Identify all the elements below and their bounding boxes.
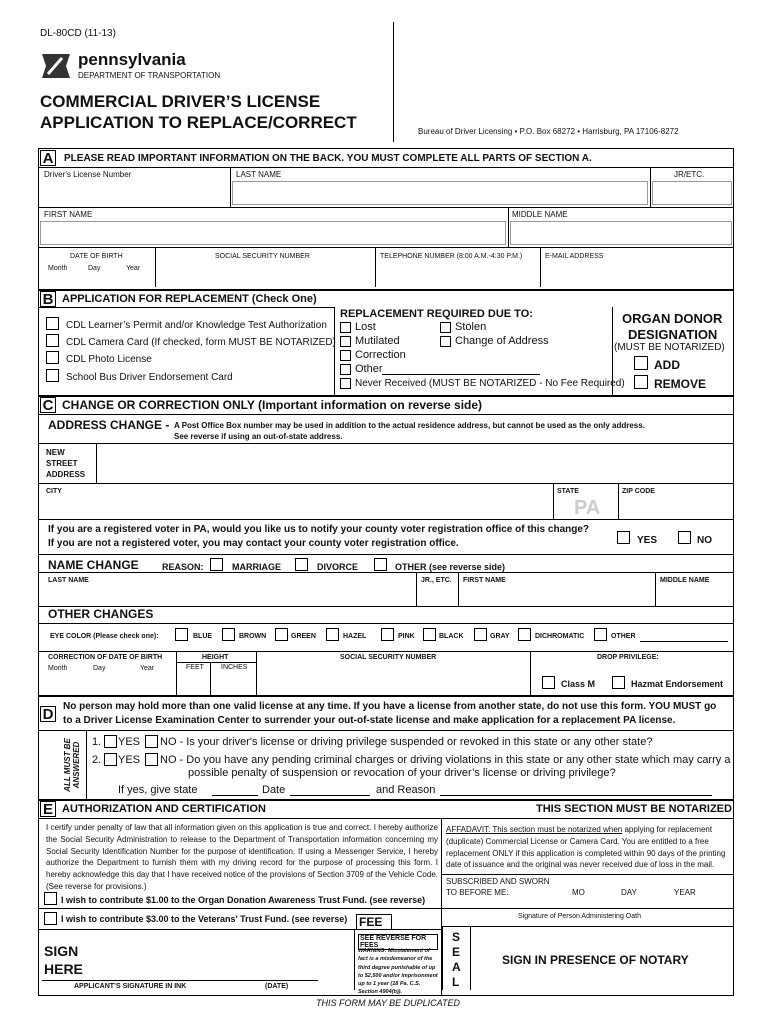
organ-remove-checkbox[interactable]	[634, 375, 648, 389]
nc-middle-name-label: MIDDLE NAME	[660, 577, 710, 584]
form-title-line2: APPLICATION TO REPLACE/CORRECT	[40, 113, 357, 132]
new-street-field[interactable]	[98, 445, 732, 481]
nc-last-name-label: LAST NAME	[48, 577, 89, 584]
seal-e: E	[452, 945, 461, 959]
if-yes-reason-label: and Reason	[376, 784, 436, 796]
fee-box: FEE	[356, 914, 392, 930]
class-m-checkbox[interactable]	[542, 676, 555, 689]
middle-name-field[interactable]	[510, 221, 732, 245]
hazmat-label: Hazmat Endorsement	[631, 679, 724, 689]
divorce-label: DIVORCE	[317, 562, 359, 572]
q2-yes-checkbox[interactable]	[104, 753, 117, 766]
dl-number-label: Driver's License Number	[44, 170, 132, 179]
zip-field[interactable]	[620, 497, 732, 517]
dept-name: DEPARTMENT OF TRANSPORTATION	[78, 71, 221, 80]
last-name-label: LAST NAME	[236, 170, 282, 179]
seal-l: L	[452, 975, 460, 989]
all-must-be-answered	[56, 734, 88, 796]
corr-ssn-label: SOCIAL SECURITY NUMBER	[340, 654, 437, 661]
other-label: Other	[355, 363, 383, 375]
eye-green-label: GREEN	[291, 633, 316, 640]
school-bus-label: School Bus Driver Endorsement Card	[66, 372, 233, 383]
other-reason-checkbox[interactable]	[374, 558, 387, 571]
all-must-be-answered-text: ALL MUST BE ANSWERED	[63, 738, 81, 792]
corr-dob-label: CORRECTION OF DATE OF BIRTH	[48, 654, 163, 661]
other-reason-label: OTHER (see reverse side)	[395, 562, 506, 572]
sign-presence-notary: SIGN IN PRESENCE OF NOTARY	[502, 953, 689, 967]
nc-jr-label: JR., ETC.	[421, 577, 452, 584]
dob-month-label: Month	[48, 265, 68, 272]
organ-add-label: ADD	[654, 358, 680, 372]
change-address-label: Change of Address	[455, 335, 549, 347]
height-label: HEIGHT	[202, 654, 229, 661]
q1-yes-label: YES	[118, 736, 141, 748]
sign-here-line1: SIGN	[44, 943, 79, 959]
q2-no-checkbox[interactable]	[145, 753, 158, 766]
change-address-checkbox[interactable]	[440, 336, 451, 347]
sign-here-line2: HERE	[44, 961, 83, 977]
mutilated-checkbox[interactable]	[340, 336, 351, 347]
voter-line2: If you are not a registered voter, you may contact your county voter registration office.	[48, 538, 459, 549]
nc-first-name-field[interactable]	[460, 587, 653, 605]
never-received-label: Never Received (MUST BE NOTARIZED - No Fee Required)	[355, 378, 625, 389]
organ-fund-label: I wish to contribute $1.00 to the Organ Donation Awareness Trust Fund. (see reverse)	[61, 895, 426, 905]
voter-no-checkbox[interactable]	[678, 531, 691, 544]
voter-yes-checkbox[interactable]	[617, 531, 630, 544]
phone-field[interactable]	[377, 262, 538, 286]
photo-license-checkbox[interactable]	[46, 351, 59, 364]
bureau-address: Bureau of Driver Licensing • P.O. Box 68272 • Harrisburg, PA 17106-8272	[418, 127, 679, 136]
camera-card-checkbox[interactable]	[46, 334, 59, 347]
eye-pink-label: PINK	[398, 633, 415, 640]
jr-field[interactable]	[652, 181, 732, 205]
seal-s: S	[452, 930, 461, 944]
permit-checkbox[interactable]	[46, 317, 59, 330]
nc-last-name-field[interactable]	[40, 587, 414, 605]
state-label: STATE	[557, 488, 579, 495]
certification-text: I certify under penalty of law that all information given on this application is true and correct. I hereby authorize the Social Security Administration to release to the Department of Transportation information concerning my Social Security Identification Number for the purpose of identification. If using a Messenger Service, I hereby authorize the Department to furnish them with my driving record for the purpose of processing this form. I hereby acknowledge this day that I have received notice of the provisions of Section 3709 of the Vehicle Code. (See reverse for provisions.)	[46, 823, 438, 891]
eye-dichromatic-checkbox[interactable]	[518, 628, 531, 641]
veterans-fund-checkbox[interactable]	[44, 912, 57, 925]
org-name: pennsylvania	[78, 50, 186, 69]
reason-label: REASON:	[162, 562, 204, 572]
if-yes-date-label: Date	[262, 784, 286, 796]
affadavit-body: applying for replacement (duplicate) Commercial License or Camera Card. You are entitled to a free replacement ONLY if this application is completed within 90 days of the printing date of issuance and the original was never received due of loss in the mail.	[446, 825, 726, 870]
eye-blue-checkbox[interactable]	[175, 628, 188, 641]
sworn-line2: TO BEFORE ME:	[446, 888, 509, 897]
nc-first-name-label: FIRST NAME	[463, 577, 506, 584]
address-note2: See reverse if using an out-of-state address.	[174, 432, 343, 441]
penndot-keystone-logo	[40, 52, 72, 80]
lost-label: Lost	[355, 321, 376, 333]
corr-month-label: Month	[48, 665, 68, 672]
state-value: PA	[574, 497, 601, 519]
due-heading: REPLACEMENT REQUIRED DUE TO:	[340, 308, 533, 320]
address-note1: A Post Office Box number may be used in addition to the actual residence address, but cannot be used as the only address.	[174, 421, 645, 430]
lost-checkbox[interactable]	[340, 322, 351, 333]
class-m-label: Class M	[561, 679, 596, 689]
dob-day-label: Day	[88, 265, 101, 272]
section-c-letter: C	[40, 397, 56, 413]
section-b-letter: B	[40, 291, 56, 307]
last-name-field[interactable]	[232, 181, 648, 205]
organ-donor-line1: ORGAN DONOR	[622, 311, 723, 326]
correction-checkbox[interactable]	[340, 350, 351, 361]
never-received-checkbox[interactable]	[340, 378, 351, 389]
eye-brown-label: BROWN	[239, 633, 267, 640]
affadavit-text	[446, 824, 730, 871]
voter-yes-label: YES	[637, 535, 658, 546]
eye-other-label: OTHER	[611, 633, 636, 640]
eye-black-checkbox[interactable]	[423, 628, 436, 641]
organ-fund-checkbox[interactable]	[44, 892, 57, 905]
eye-hazel-label: HAZEL	[343, 633, 367, 640]
eye-color-label: EYE COLOR (Please check one):	[50, 633, 159, 640]
dl-number-field[interactable]	[40, 181, 228, 205]
voter-no-label: NO	[697, 535, 712, 546]
divorce-checkbox[interactable]	[295, 558, 308, 571]
applicant-signature-field[interactable]	[90, 940, 350, 978]
form-number: DL-80CD (11-13)	[40, 28, 116, 39]
stolen-label: Stolen	[455, 321, 487, 333]
mutilated-label: Mutilated	[355, 335, 400, 347]
new-street-line3: ADDRESS	[46, 470, 86, 479]
corr-year-label: Year	[140, 665, 155, 672]
q2-text: NO - Do you have any pending criminal charges or driving violations in this state or any other state which may carry a	[160, 754, 731, 766]
other-changes-heading: OTHER CHANGES	[48, 607, 154, 621]
feet-label: FEET	[186, 664, 204, 671]
ssn-field[interactable]	[157, 262, 373, 286]
q2-yes-label: YES	[118, 754, 141, 766]
affadavit-label: AFFADAVIT: This section must be notarized when	[446, 825, 623, 834]
corr-day-label: Day	[93, 665, 106, 672]
hazmat-checkbox[interactable]	[612, 676, 625, 689]
name-change-heading: NAME CHANGE	[48, 558, 139, 572]
organ-donor-notarized: (MUST BE NOTARIZED)	[614, 342, 725, 353]
section-d-letter: D	[40, 706, 56, 722]
marriage-checkbox[interactable]	[210, 558, 223, 571]
eye-pink-checkbox[interactable]	[381, 628, 394, 641]
veterans-fund-label: I wish to contribute $3.00 to the Veterans' Trust Fund. (see reverse)	[61, 914, 348, 924]
camera-card-label: CDL Camera Card (If checked, form MUST BE NOTARIZED)	[66, 337, 336, 348]
stolen-checkbox[interactable]	[440, 322, 451, 333]
eye-gray-label: GRAY	[490, 633, 510, 640]
marriage-label: MARRIAGE	[232, 562, 281, 572]
form-title-line1: COMMERCIAL DRIVER’S LICENSE	[40, 92, 321, 111]
eye-gray-checkbox[interactable]	[474, 628, 487, 641]
first-name-field[interactable]	[40, 221, 506, 245]
new-street-line2: STREET	[46, 459, 78, 468]
eye-dichromatic-label: DICHROMATIC	[535, 633, 585, 640]
applicant-date-label: (DATE)	[265, 983, 289, 990]
address-change-heading: ADDRESS CHANGE -	[48, 418, 170, 432]
see-reverse-fees: SEE REVERSE FOR FEES	[358, 934, 438, 950]
dob-year-label: Year	[126, 265, 141, 272]
if-yes-state-label: If yes, give state	[118, 784, 198, 796]
eye-brown-checkbox[interactable]	[222, 628, 235, 641]
sig-admin-label: Signature of Person Administering Oath	[518, 913, 641, 920]
eye-other-checkbox[interactable]	[594, 628, 607, 641]
sworn-mo-label: MO	[572, 888, 585, 897]
eye-hazel-checkbox[interactable]	[326, 628, 339, 641]
organ-remove-label: REMOVE	[654, 377, 707, 391]
section-b-heading: APPLICATION FOR REPLACEMENT (Check One)	[62, 293, 317, 305]
city-field[interactable]	[40, 497, 551, 517]
other-checkbox[interactable]	[340, 364, 351, 375]
warning-text: WARNING: Misstatement of fact is a misdemeanor of the third degree punishable of up to $2,500 and/or imprisonment up to 1 year (18 Pa. C.S. Section 4904(b)).	[358, 948, 438, 996]
organ-donor-line2: DESIGNATION	[628, 327, 718, 342]
section-c-heading: CHANGE OR CORRECTION ONLY (Important information on reverse side)	[62, 398, 483, 412]
section-a-heading: PLEASE READ IMPORTANT INFORMATION ON THE BACK. YOU MUST COMPLETE ALL PARTS OF SECTION A.	[64, 153, 592, 164]
section-e-heading: AUTHORIZATION AND CERTIFICATION	[62, 803, 266, 815]
phone-label: TELEPHONE NUMBER (8:00 A.M.-4:30 P.M.)	[380, 253, 523, 260]
eye-green-checkbox[interactable]	[275, 628, 288, 641]
notarized-heading: THIS SECTION MUST BE NOTARIZED	[536, 803, 732, 815]
photo-license-label: CDL Photo License	[66, 354, 152, 365]
zip-label: ZIP CODE	[622, 488, 655, 495]
middle-name-label: MIDDLE NAME	[512, 210, 568, 219]
applicant-sig-label: APPLICANT’S SIGNATURE IN INK	[74, 983, 187, 990]
section-d-text2: to a Driver License Examination Center to surrender your out-of-state license and make application for a replacement PA license.	[63, 715, 676, 726]
drop-privilege-label: DROP PRIVILEGE:	[597, 654, 659, 661]
new-street-line1: NEW	[46, 448, 65, 457]
section-a-letter: A	[40, 150, 56, 166]
sworn-day-label: DAY	[621, 888, 637, 897]
eye-blue-label: BLUE	[193, 633, 213, 640]
jr-label: JR/ETC.	[674, 170, 705, 179]
q1-text: NO - Is your driver's license or driving privilege suspended or revoked in this state or any other state?	[160, 736, 653, 748]
ssn-label: SOCIAL SECURITY NUMBER	[215, 253, 310, 260]
dob-field[interactable]	[40, 275, 153, 287]
eye-black-label: BLACK	[439, 633, 464, 640]
sworn-year-label: YEAR	[674, 888, 696, 897]
inches-label: INCHES	[221, 664, 248, 671]
email-field[interactable]	[542, 262, 732, 286]
voter-line1: If you are a registered voter in PA, would you like us to notify your county voter registration office of this change?	[48, 524, 590, 535]
permit-label: CDL Learner’s Permit and/or Knowledge Test Authorization	[66, 320, 327, 331]
q1-number: 1.	[92, 736, 102, 748]
section-e-letter: E	[40, 801, 56, 817]
q2-number: 2.	[92, 754, 102, 766]
q1-yes-checkbox[interactable]	[104, 735, 117, 748]
corr-ssn-field[interactable]	[258, 664, 528, 694]
form-duplicated-note: THIS FORM MAY BE DUPLICATED	[316, 998, 461, 1008]
correction-label: Correction	[355, 349, 406, 361]
city-label: CITY	[46, 488, 62, 495]
email-label: E-MAIL ADDRESS	[545, 253, 604, 260]
section-d-text1: No person may hold more than one valid license at any time. If you have a license from another state, do not use this form. YOU MUST go	[63, 701, 717, 712]
sworn-line1: SUBSCRIBED AND SWORN	[446, 877, 550, 886]
seal-a: A	[452, 960, 461, 974]
organ-add-checkbox[interactable]	[634, 356, 648, 370]
q1-no-checkbox[interactable]	[145, 735, 158, 748]
dob-label: DATE OF BIRTH	[70, 253, 123, 260]
school-bus-checkbox[interactable]	[46, 369, 59, 382]
q2-text-line2: possible penalty of suspension or revocation of your driver’s license or driving privilege?	[188, 767, 616, 779]
first-name-label: FIRST NAME	[44, 210, 93, 219]
